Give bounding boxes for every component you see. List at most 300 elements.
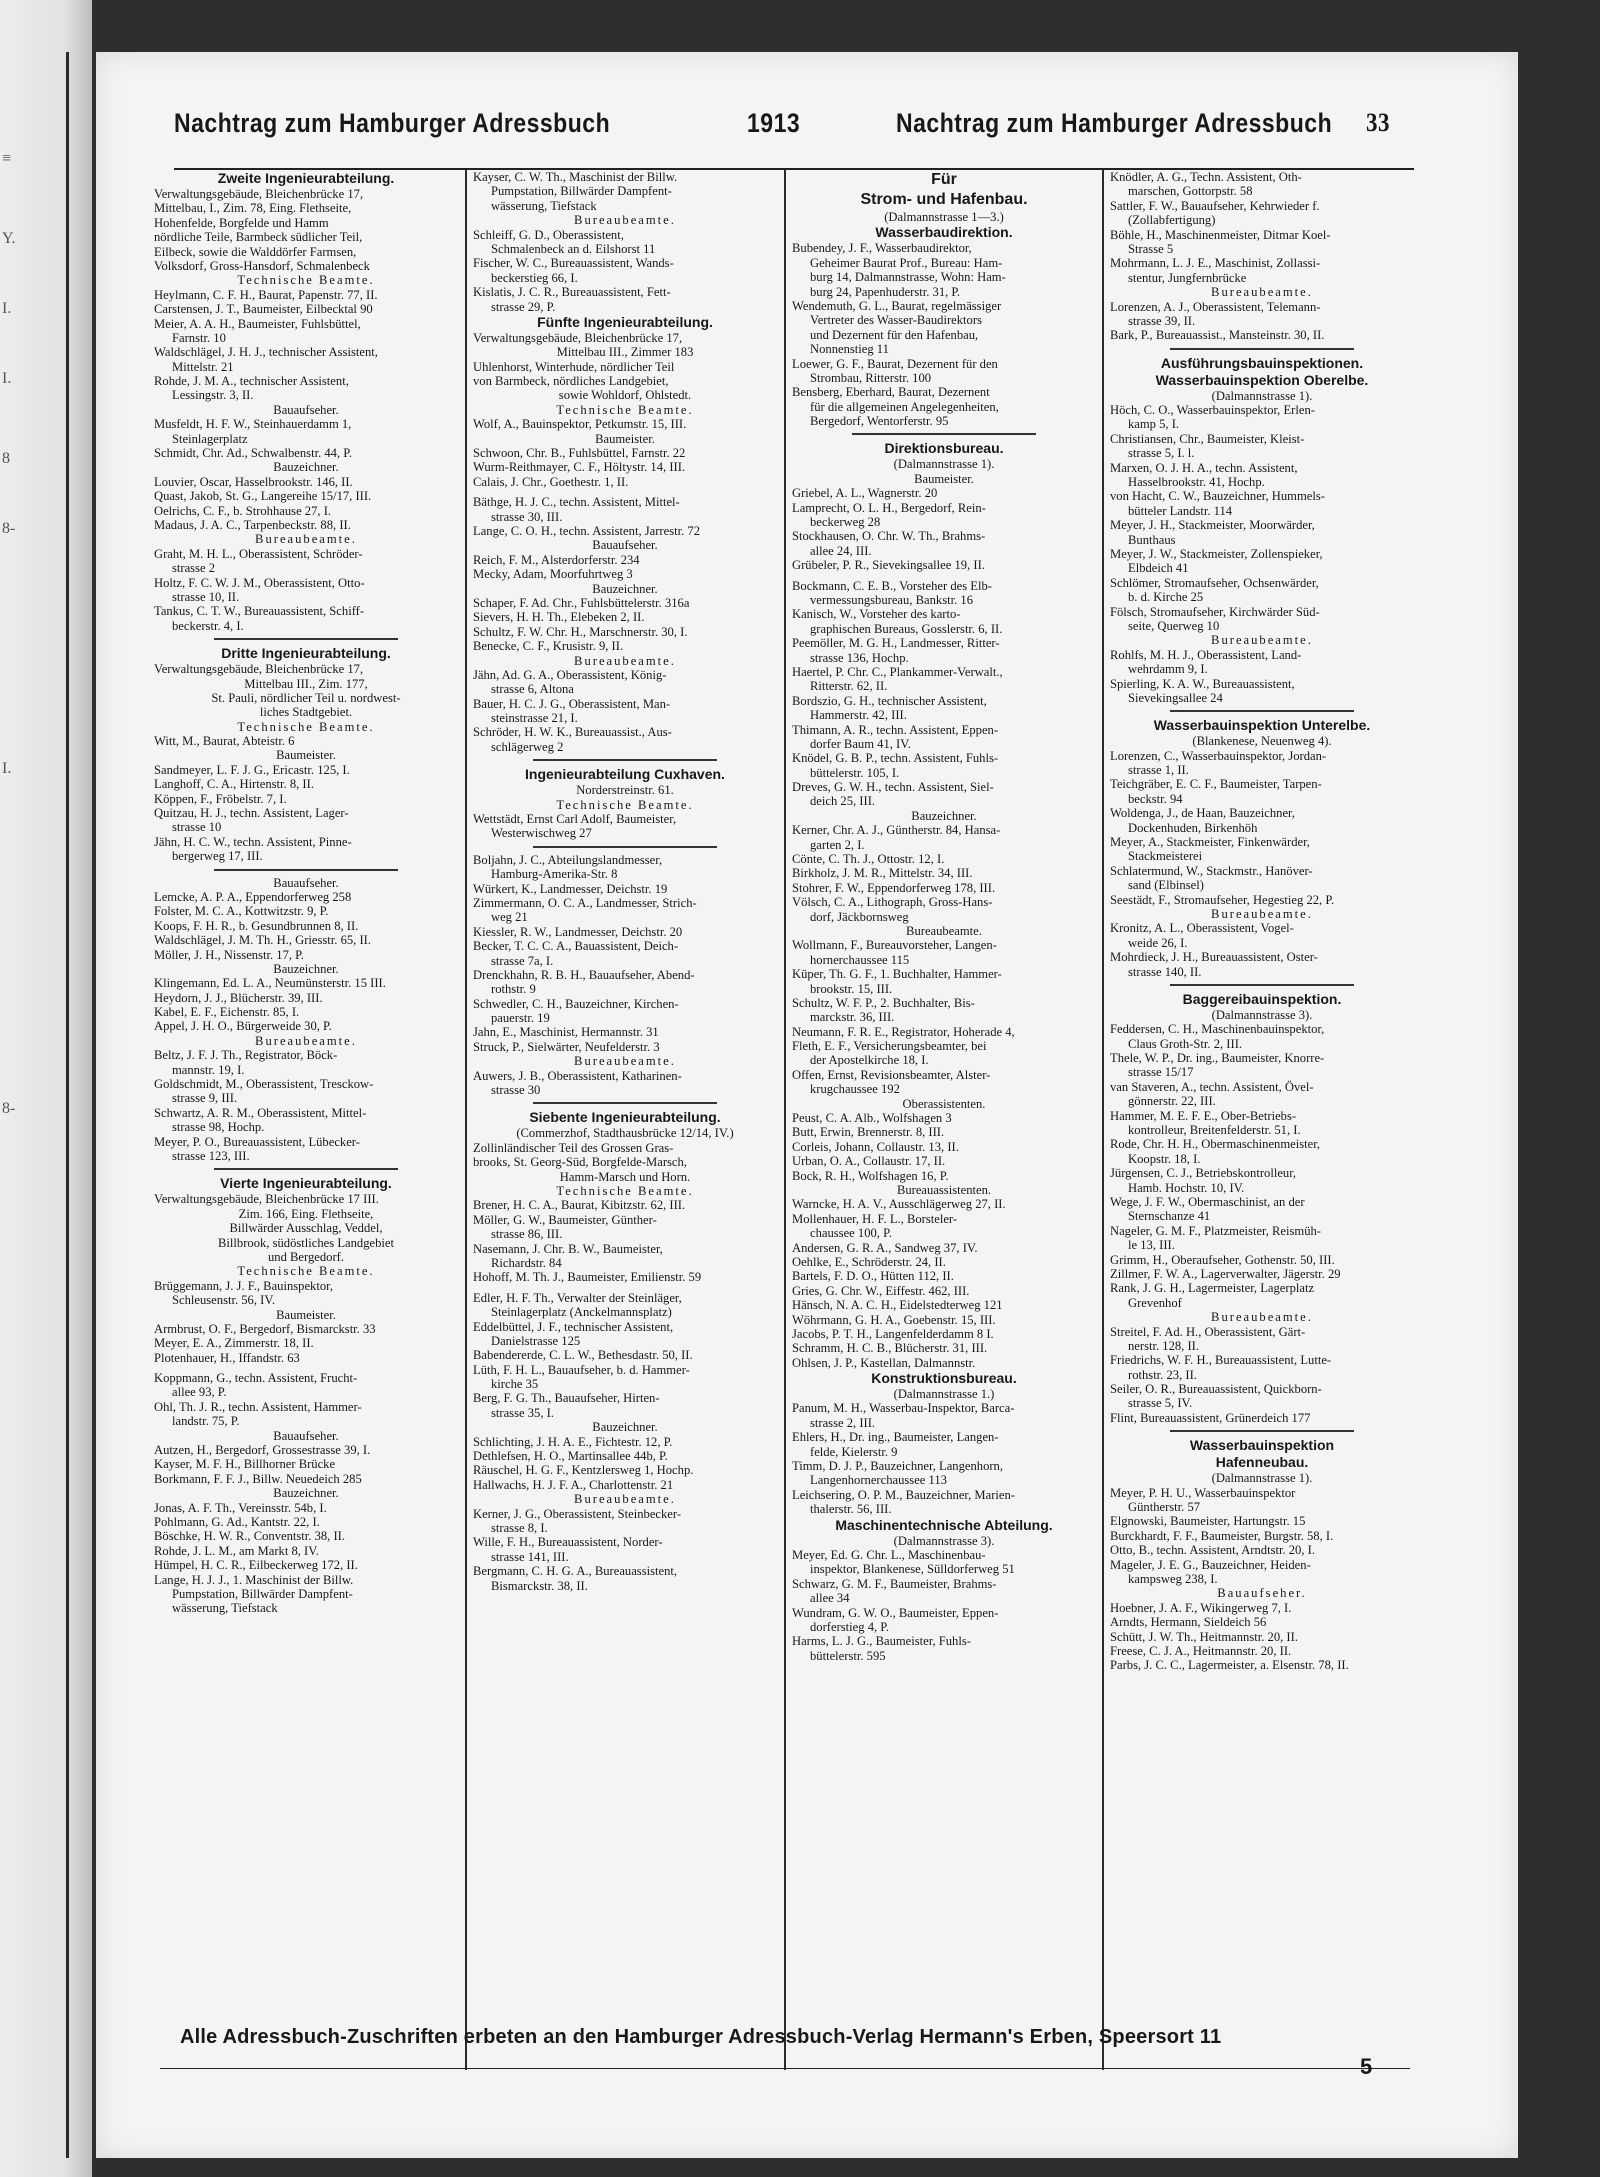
entry-line: Babendererde, C. L. W., Bethesdastr. 50, II. <box>473 1348 693 1363</box>
entry-line: Sattler, F. W., Bauaufseher, Kehrwieder f. <box>1110 198 1320 213</box>
entry-continuation: kampsweg 238, I. <box>1128 1571 1218 1586</box>
entry-continuation: rothstr. 9 <box>491 982 536 997</box>
entry-line: Timm, D. J. P., Bauzeichner, Langenhorn, <box>792 1459 1003 1474</box>
margin-mark: 8- <box>2 1100 16 1117</box>
subheading: Zim. 166, Eing. Flethseite, <box>238 1206 374 1221</box>
entry-line: Friedrichs, W. F. H., Bureauassistent, Lutte- <box>1110 1353 1332 1368</box>
entry-continuation: strasse 1, II. <box>1128 763 1189 778</box>
entry-line: Schwartz, A. R. M., Oberassistent, Mittel- <box>154 1105 367 1120</box>
entry-line: Fischer, W. C., Bureauassistent, Wands- <box>473 256 674 271</box>
entry-continuation: und Dezernent für den Hafenbau, <box>810 327 979 342</box>
entry-line: Lorenzen, C., Wasserbauinspektor, Jordan- <box>1110 748 1327 763</box>
document-page <box>96 52 1518 2158</box>
entry-line: Wurm-Reithmayer, C. F., Höltystr. 14, III. <box>473 460 686 475</box>
subheading: liches Stadtgebiet. <box>259 705 353 720</box>
entry-line: Bergmann, C. H. G. A., Bureauassistent, <box>473 1564 678 1579</box>
section-heading: Zweite Ingenieurabteilung. <box>217 170 395 186</box>
entry-line: Rohde, J. L. M., am Markt 8, IV. <box>154 1543 319 1558</box>
entry-line: Carstensen, J. T., Baumeister, Eilbecktal 90 <box>154 302 373 317</box>
entry-continuation: strasse 136, Hochp. <box>810 650 909 665</box>
entry-line: Wille, F. H., Bureauassistent, Norder- <box>473 1535 663 1550</box>
entry-line: Corleis, Johann, Collaustr. 13, II. <box>792 1139 959 1154</box>
entry-line: Meyer, Ed. G. Chr. L., Maschinenbau- <box>792 1547 986 1562</box>
text-column-3 <box>792 170 1096 1663</box>
entry-continuation: Geheimer Baurat Prof., Bureau: Ham- <box>810 255 1003 270</box>
subheading: Baumeister. <box>276 1307 336 1322</box>
subheading: (Dalmannstrasse 3). <box>893 1533 995 1548</box>
entry-continuation: Hammerstr. 42, III. <box>810 708 907 723</box>
entry-line: Witt, M., Baurat, Abteistr. 6 <box>154 734 295 749</box>
entry-continuation: der Apostelkirche 18, I. <box>810 1053 929 1068</box>
entry-continuation: Pumpstation, Billwärder Dampfent- <box>491 184 672 199</box>
entry-line: Thimann, A. R., techn. Assistent, Eppen- <box>792 722 999 737</box>
entry-continuation: Stackmeisterei <box>1128 849 1203 864</box>
entry-line: Schmidt, Chr. Ad., Schwalbenstr. 44, P. <box>154 446 353 461</box>
entry-line: Rohde, J. M. A., technischer Assistent, <box>154 374 349 389</box>
margin-mark: 8- <box>2 520 16 537</box>
section-label: Technische Beamte. <box>237 1264 375 1279</box>
separator-rule <box>1170 984 1354 986</box>
entry-line: Spierling, K. A. W., Bureauassistent, <box>1110 676 1295 691</box>
entry-continuation: strasse 29, P. <box>491 299 556 314</box>
entry-line: Schwarz, G. M. F., Baumeister, Brahms- <box>792 1576 997 1591</box>
entry-line: Burckhardt, F. F., Baumeister, Burgstr. 58, I. <box>1110 1528 1334 1543</box>
subheading: (Dalmannstrasse 1.) <box>893 1387 995 1402</box>
entry-line: Kerner, J. G., Oberassistent, Steinbecker- <box>473 1506 682 1521</box>
header-left-title: Nachtrag zum Hamburger Adressbuch <box>174 107 611 138</box>
entry-line: Grimm, H., Oberaufseher, Gothenstr. 50, III. <box>1110 1252 1335 1267</box>
entry-line: Klingemann, Ed. L. A., Neumünsterstr. 15 III. <box>154 976 386 991</box>
entry-line: Gries, G. Chr. W., Eiffestr. 462, III. <box>792 1283 970 1298</box>
entry-continuation: beckerweg 28 <box>810 515 881 530</box>
entry-line: Brener, H. C. A., Baurat, Kibitzstr. 62, III. <box>473 1198 686 1213</box>
entry-line: Jähn, Ad. G. A., Oberassistent, König- <box>473 667 667 682</box>
entry-continuation: strasse 2, III. <box>810 1415 876 1430</box>
entry-continuation: graphischen Bureaus, Gosslerstr. 6, II. <box>810 621 1003 636</box>
margin-mark: ≡ <box>2 150 12 167</box>
entry-line: Zillmer, F. W. A., Lagerverwalter, Jägerstr. 29 <box>1110 1266 1341 1281</box>
entry-line: Eddelbüttel, J. F., technischer Assistent, <box>473 1319 674 1334</box>
entry-continuation: Steinlagerplatz (Anckelmannsplatz) <box>491 1305 672 1320</box>
entry-line: Schütt, J. W. Th., Heitmannstr. 20, II. <box>1110 1629 1298 1644</box>
entry-line: Grübeler, P. R., Sievekingsallee 19, II. <box>792 558 985 573</box>
page-number: 33 <box>1366 108 1390 137</box>
entry-continuation: inspektor, Blankenese, Sülldorferweg 51 <box>810 1562 1015 1577</box>
entry-line: Schwedler, C. H., Bauzeichner, Kirchen- <box>473 996 679 1011</box>
entry-line: Heydorn, J. J., Blücherstr. 39, III. <box>154 990 323 1005</box>
entry-line: Lorenzen, A. J., Oberassistent, Telemann- <box>1110 299 1321 314</box>
entry-line: Parbs, J. C. C., Lagermeister, a. Elsenstr. 78, II. <box>1110 1658 1349 1673</box>
entry-continuation: Schleusenstr. 56, IV. <box>172 1293 275 1308</box>
entry-line: Quitzau, H. J., techn. Assistent, Lager- <box>154 806 349 821</box>
entry-line: van Staveren, A., techn. Assistent, Övel- <box>1110 1079 1314 1094</box>
section-label: Bureaubeamte. <box>255 532 357 547</box>
entry-line: Küper, Th. G. F., 1. Buchhalter, Hammer- <box>792 967 1002 982</box>
subheading: sowie Wohldorf, Ohlstedt. <box>558 388 692 403</box>
entry-continuation: strasse 9, III. <box>172 1091 238 1106</box>
subheading: (Dalmannstrasse 1). <box>893 457 995 472</box>
entry-line: Lemcke, A. P. A., Eppendorferweg 258 <box>154 889 352 904</box>
entry-line: Völsch, C. A., Lithograph, Gross-Hans- <box>792 895 993 910</box>
entry-line: Mohrmann, L. J. E., Maschinist, Zollassi- <box>1110 256 1321 271</box>
entry-line: Kislatis, J. C. R., Bureauassistent, Fett- <box>473 285 671 300</box>
section-label: Technische Beamte. <box>556 1184 694 1198</box>
entry-continuation: allee 24, III. <box>810 543 872 558</box>
entry-line: Seiler, O. R., Bureauassistent, Quickborn- <box>1110 1382 1322 1397</box>
entry-line: Wöhrmann, G. H. A., Goebenstr. 15, III. <box>792 1312 996 1327</box>
entry-continuation: Hamburg-Amerika-Str. 8 <box>491 867 618 882</box>
entry-continuation: strasse 6, Altona <box>491 682 574 697</box>
entry-line: Graht, M. H. L., Oberassistent, Schröder- <box>154 546 363 561</box>
entry-line: Oelrichs, C. F., b. Strohhause 27, I. <box>154 503 332 518</box>
entry-line: Hümpel, H. C. R., Eilbeckerweg 172, II. <box>154 1558 358 1573</box>
section-heading: Hafenneubau. <box>1215 1454 1309 1471</box>
entry-line: Freese, C. J. A., Heitmannstr. 20, II. <box>1110 1643 1292 1658</box>
entry-line: Nageler, G. M. F., Platzmeister, Reismüh- <box>1110 1223 1321 1238</box>
entry-continuation: felde, Kielerstr. 9 <box>810 1444 898 1459</box>
text-column-2 <box>473 170 777 1593</box>
entry-continuation: strasse 86, III. <box>491 1227 563 1242</box>
entry-continuation: chaussee 100, P. <box>810 1226 892 1241</box>
entry-line: nördliche Teile, Barmbeck südlicher Teil, <box>154 230 363 245</box>
entry-line: Flint, Bureauassistent, Grünerdeich 177 <box>1110 1410 1311 1425</box>
subheading: Norderstreinstr. 61. <box>576 783 674 798</box>
entry-line: Bubendey, J. F., Wasserbaudirektor, <box>792 241 972 256</box>
entry-continuation: allee 34 <box>810 1591 850 1606</box>
entry-line: Mollenhauer, H. F. L., Borsteler- <box>792 1211 958 1226</box>
section-heading: Wasserbaudirektion. <box>875 224 1013 241</box>
entry-line: von Hacht, C. W., Bauzeichner, Hummels- <box>1110 489 1325 504</box>
entry-line: Becker, T. C. C. A., Bauassistent, Deich- <box>473 939 679 954</box>
entry-line: Jahn, E., Maschinist, Hermannstr. 31 <box>473 1025 659 1040</box>
subheading: Mittelbau III., Zimmer 183 <box>556 345 694 360</box>
entry-line: Peemöller, M. G. H., Landmesser, Ritter- <box>792 636 1000 651</box>
entry-continuation: Nonnenstieg 11 <box>810 342 889 357</box>
section-heading: Ingenieurabteilung Cuxhaven. <box>525 766 725 783</box>
entry-continuation: schlägerweg 2 <box>491 739 564 754</box>
separator-rule <box>533 846 717 848</box>
subheading: Bauzeichner. <box>592 1420 658 1435</box>
entry-line: Rode, Chr. H. H., Obermaschinenmeister, <box>1110 1137 1321 1152</box>
entry-line: Sandmeyer, L. F. J. G., Ericastr. 125, I. <box>154 762 350 777</box>
entry-line: Mageler, J. E. G., Bauzeichner, Heiden- <box>1110 1557 1311 1572</box>
entry-line: Folster, M. C. A., Kottwitzstr. 9, P. <box>154 904 329 919</box>
subheading: Mittelbau III., Zim. 177, <box>244 676 368 691</box>
entry-continuation: Pumpstation, Billwärder Dampfent- <box>172 1586 353 1601</box>
entry-line: Musfeldt, H. F. W., Steinhauerdamm 1, <box>154 417 352 432</box>
entry-line: Hoebner, J. A. F., Wikingerweg 7, I. <box>1110 1600 1292 1615</box>
entry-line: Hammer, M. E. F. E., Ober-Betriebs- <box>1110 1108 1297 1123</box>
entry-line: Fleth, E. F., Versicherungsbeamter, bei <box>792 1039 987 1054</box>
subheading: Bauzeichner. <box>273 961 339 976</box>
entry-line: Bock, R. H., Wolfshagen 16, P. <box>792 1168 949 1183</box>
entry-line: Möller, G. W., Baumeister, Günther- <box>473 1212 657 1227</box>
entry-continuation: strasse 30 <box>491 1083 541 1098</box>
adjacent-page-edge <box>0 0 92 2177</box>
entry-line: Schultz, F. W. Chr. H., Marschnerstr. 30, I. <box>473 624 688 639</box>
subheading: Bureaubeamte. <box>906 923 982 938</box>
entry-line: Warncke, H. A. V., Ausschlägerweg 27, II. <box>792 1197 1006 1212</box>
entry-line: Knödler, A. G., Techn. Assistent, Oth- <box>1110 170 1302 184</box>
section-label: Bureaubeamte. <box>1211 1310 1313 1325</box>
entry-line: Lange, C. O. H., techn. Assistent, Jarrestr. 72 <box>473 523 701 538</box>
entry-line: Woldenga, J., de Haan, Bauzeichner, <box>1110 806 1295 821</box>
entry-continuation: marckstr. 36, III. <box>810 1010 895 1025</box>
entry-continuation: thalerstr. 56, III. <box>810 1502 892 1517</box>
entry-continuation: strasse 141, III. <box>491 1549 569 1564</box>
section-heading: Siebente Ingenieurabteilung. <box>529 1109 721 1126</box>
entry-line: Tankus, C. T. W., Bureauassistent, Schiff- <box>154 604 365 619</box>
entry-continuation: Dockenhuden, Birkenhöh <box>1128 820 1258 835</box>
section-label: Technische Beamte. <box>556 402 694 417</box>
entry-line: Kiessler, R. W., Landmesser, Deichstr. 20 <box>473 924 683 939</box>
entry-continuation: dorf, Jäckbornsweg <box>810 909 909 924</box>
entry-line: Dreves, G. W. H., techn. Assistent, Siel- <box>792 780 994 795</box>
entry-line: Elgnowski, Baumeister, Hartungstr. 15 <box>1110 1514 1306 1529</box>
footer-notice: Alle Adressbuch-Zuschriften erbeten an den Hamburger Adressbuch-Verlag Hermann's Erben, Speersort 11 <box>180 2026 1222 2048</box>
entry-continuation: Schmalenbeck an d. Eilshorst 11 <box>491 241 656 256</box>
entry-line: Urban, O. A., Collaustr. 17, II. <box>792 1154 946 1169</box>
entry-continuation: Sternschanze 41 <box>1128 1209 1211 1224</box>
entry-line: Calais, J. Chr., Goethestr. 1, II. <box>473 474 629 489</box>
subheading: Bauzeichner. <box>592 581 658 596</box>
subheading: (Dalmannstrasse 1—3.) <box>884 210 1004 224</box>
entry-line: Boljahn, J. C., Abteilungslandmesser, <box>473 852 663 867</box>
entry-continuation: b. d. Kirche 25 <box>1128 590 1204 605</box>
entry-line: Hallwachs, H. J. F. A., Charlottenstr. 21 <box>473 1477 674 1492</box>
section-label: Technische Beamte. <box>237 719 375 734</box>
entry-line: Struck, P., Sielwärter, Neufelderstr. 3 <box>473 1039 660 1054</box>
entry-line: Kanisch, W., Vorsteher des karto- <box>792 607 961 622</box>
entry-continuation: strasse 8, I. <box>491 1520 548 1535</box>
entry-continuation: pauerstr. 19 <box>491 1011 550 1026</box>
entry-line: Edler, H. F. Th., Verwalter der Steinläger, <box>473 1290 682 1305</box>
subheading: Bureauassistenten. <box>896 1183 992 1197</box>
entry-line: Kronitz, A. L., Oberassistent, Vogel- <box>1110 921 1294 936</box>
section-label: Bureaubeamte. <box>574 653 676 668</box>
entry-line: Knödel, G. B. P., techn. Assistent, Fuhls- <box>792 751 999 766</box>
section-label: Bureaubeamte. <box>574 1492 676 1507</box>
entry-continuation: Strasse 5 <box>1128 241 1174 256</box>
subheading: Baumeister. <box>276 748 336 763</box>
entry-line: Meyer, P. O., Bureauassistent, Lübecker- <box>154 1134 360 1149</box>
entry-continuation: burg 14, Dalmannstrasse, Wohn: Ham- <box>810 270 1006 285</box>
entry-line: Schröder, H. W. K., Bureauassist., Aus- <box>473 725 672 740</box>
separator-rule <box>1170 710 1354 712</box>
margin-mark: I. <box>2 760 12 777</box>
entry-continuation: stentur, Jungfernbrücke <box>1128 270 1247 285</box>
entry-line: Bark, P., Bureauassist., Mansteinstr. 30, II. <box>1110 328 1325 343</box>
entry-continuation: (Zollabfertigung) <box>1128 213 1216 228</box>
entry-continuation: Steinlagerplatz <box>172 431 248 446</box>
entry-continuation: Güntherstr. 57 <box>1128 1500 1201 1515</box>
entry-line: Nasemann, J. Chr. B. W., Baumeister, <box>473 1241 663 1256</box>
entry-line: Koppmann, G., techn. Assistent, Frucht- <box>154 1371 358 1386</box>
entry-continuation: büttelerstr. 105, I. <box>810 765 900 780</box>
entry-continuation: beckerstieg 66, I. <box>491 270 578 285</box>
entry-continuation: für die allgemeinen Angelegenheiten, <box>810 399 999 414</box>
entry-line: Schultz, W. F. P., 2. Buchhalter, Bis- <box>792 995 975 1010</box>
entry-line: Schleiff, G. D., Oberassistent, <box>473 227 624 242</box>
entry-continuation: Bismarckstr. 38, II. <box>491 1578 588 1593</box>
entry-line: Hänsch, N. A. C. H., Eidelstedterweg 121 <box>792 1298 1003 1313</box>
entry-line: Loewer, G. F., Baurat, Dezernent für den <box>792 356 998 371</box>
entry-continuation: Sievekingsallee 24 <box>1128 690 1223 705</box>
entry-line: Fölsch, Stromaufseher, Kirchwärder Süd- <box>1110 604 1320 619</box>
section-label: Bureaubeamte. <box>574 1054 676 1069</box>
entry-line: Hohenfelde, Borgfelde und Hamm <box>154 215 329 230</box>
entry-line: Wundram, G. W. O., Baumeister, Eppen- <box>792 1605 999 1620</box>
entry-line: Meyer, P. H. U., Wasserbauinspektor <box>1110 1485 1296 1500</box>
section-label: Bureaubeamte. <box>255 1033 357 1048</box>
entry-continuation: weg 21 <box>491 910 528 925</box>
entry-continuation: kamp 5, I. <box>1128 417 1180 432</box>
section-heading: Wasserbauinspektion <box>1189 1437 1335 1454</box>
entry-continuation: Hasselbrookstr. 41, Hochp. <box>1128 475 1265 490</box>
entry-line: Auwers, J. B., Oberassistent, Katharinen- <box>473 1068 682 1083</box>
subheading: St. Pauli, nördlicher Teil u. nordwest- <box>211 690 401 705</box>
entry-line: Ohl, Th. J. R., techn. Assistent, Hammer- <box>154 1399 362 1414</box>
entry-continuation: Strombau, Ritterstr. 100 <box>810 370 932 385</box>
entry-line: Butt, Erwin, Brennerstr. 8, III. <box>792 1125 945 1140</box>
entry-continuation: steinstrasse 21, I. <box>491 711 578 726</box>
entry-continuation: strasse 5, I. l. <box>1128 446 1195 461</box>
entry-line: Thele, W. P., Dr. ing., Baumeister, Knorre- <box>1110 1051 1325 1066</box>
entry-line: Holtz, F. C. W. J. M., Oberassistent, Otto- <box>154 575 365 590</box>
subheading: Bauaufseher. <box>273 402 339 417</box>
entry-line: Panum, M. H., Wasserbau-Inspektor, Barca- <box>792 1401 1015 1416</box>
entry-line: Marxen, O. J. H. A., techn. Assistent, <box>1110 460 1298 475</box>
entry-continuation: kontrolleur, Breitenfelderstr. 51, I. <box>1128 1123 1301 1138</box>
entry-line: Wege, J. F. W., Obermaschinist, an der <box>1110 1195 1305 1209</box>
entry-continuation: strasse 10 <box>172 820 222 835</box>
entry-line: Meyer, E. A., Zimmerstr. 18, II. <box>154 1336 314 1351</box>
entry-continuation: Grevenhof <box>1128 1295 1182 1310</box>
entry-continuation: Vertreter des Wasser-Baudirektors <box>810 313 982 328</box>
section-label: Technische Beamte. <box>237 273 375 288</box>
entry-continuation: allee 93, P. <box>172 1385 227 1400</box>
entry-continuation: wässerung, Tiefstack <box>172 1601 278 1616</box>
subheading: (Blankenese, Neuenweg 4). <box>1192 734 1332 749</box>
subheading: Baumeister. <box>595 431 655 446</box>
entry-line: Bäthge, H. J. C., techn. Assistent, Mittel- <box>473 495 680 510</box>
separator-rule <box>852 433 1036 435</box>
entry-continuation: strasse 140, II. <box>1128 964 1202 979</box>
entry-line: Birkholz, J. M. R., Mittelstr. 34, III. <box>792 866 973 881</box>
entry-continuation: strasse 10, II. <box>172 589 240 604</box>
entry-line: Griebel, A. L., Wagnerstr. 20 <box>792 486 938 501</box>
entry-line: Verwaltungsgebäude, Bleichenbrücke 17, <box>473 330 683 345</box>
entry-line: Heylmann, C. F. H., Baurat, Papenstr. 77, II. <box>154 287 378 302</box>
entry-line: Kabel, E. F., Eichenstr. 85, I. <box>154 1005 300 1020</box>
separator-rule <box>214 638 398 640</box>
entry-continuation: landstr. 75, P. <box>172 1414 240 1429</box>
column-divider-1 <box>465 170 467 2070</box>
entry-line: Andersen, G. R. A., Sandweg 37, IV. <box>792 1240 978 1255</box>
entry-continuation: strasse 98, Hochp. <box>172 1120 265 1135</box>
entry-continuation: Ritterstr. 62, II. <box>810 679 888 694</box>
section-heading: Ausführungsbauinspektionen. <box>1160 354 1364 371</box>
entry-line: Sievers, H. H. Th., Elebeken 2, II. <box>473 610 645 625</box>
entry-line: Schaper, F. Ad. Chr., Fuhlsbüttelerstr. 316a <box>473 595 690 610</box>
entry-line: Zimmermann, O. C. A., Landmesser, Strich- <box>473 895 697 910</box>
entry-line: Stohrer, F. W., Eppendorferweg 178, III. <box>792 880 996 895</box>
entry-line: Reich, F. M., Alsterdorferstr. 234 <box>473 552 640 567</box>
subheading: Bauzeichner. <box>273 460 339 475</box>
section-heading: Dritte Ingenieurabteilung. <box>221 645 391 662</box>
entry-continuation: bütteler Landstr. 114 <box>1128 503 1233 518</box>
entry-line: Bordszio, G. H., technischer Assistent, <box>792 693 987 708</box>
column-divider-2 <box>784 170 786 2070</box>
header-year: 1913 <box>747 107 801 138</box>
column-divider-3 <box>1102 170 1104 2070</box>
entry-continuation: wässerung, Tiefstack <box>491 198 597 213</box>
entry-continuation: weide 26, I. <box>1128 935 1188 950</box>
entry-continuation: dorferstieg 4, P. <box>810 1619 890 1634</box>
entry-continuation: gönnerstr. 22, III. <box>1128 1094 1216 1109</box>
entry-line: Teichgräber, E. C. F., Baumeister, Tarpen- <box>1110 777 1322 792</box>
section-heading: Wasserbauinspektion Unterelbe. <box>1153 717 1371 734</box>
entry-line: Kayser, M. F. H., Billhorner Brücke <box>154 1457 336 1472</box>
entry-line: Schramm, H. C. B., Blücherstr. 31, III. <box>792 1341 988 1356</box>
subheading: (Dalmannstrasse 1). <box>1211 388 1313 403</box>
entry-continuation: wehrdamm 9, I. <box>1128 662 1208 677</box>
entry-line: Jacobs, P. T. H., Langenfelderdamm 8 I. <box>792 1326 994 1341</box>
entry-continuation: Danielstrasse 125 <box>491 1333 581 1348</box>
entry-continuation: hornerchaussee 115 <box>810 952 910 967</box>
section-heading: Maschinentechnische Abteilung. <box>835 1516 1053 1533</box>
entry-line: Mittelbau, I., Zim. 78, Eing. Flethseite, <box>154 201 352 216</box>
entry-line: Meier, A. A. H., Baumeister, Fuhlsbüttel, <box>154 316 361 331</box>
entry-line: Bauer, H. C. J. G., Oberassistent, Man- <box>473 696 671 711</box>
section-heading: Vierte Ingenieurabteilung. <box>220 1175 392 1192</box>
entry-line: Beltz, J. F. J. Th., Registrator, Böck- <box>154 1048 338 1063</box>
entry-line: Meyer, J. H., Stackmeister, Moorwärder, <box>1110 518 1315 533</box>
separator-rule <box>214 869 398 871</box>
entry-line: Wolf, A., Bauinspektor, Petkumstr. 15, III. <box>473 417 687 432</box>
entry-line: Schwoon, Chr. B., Fuhlsbüttel, Farnstr. 22 <box>473 446 686 461</box>
section-heading: Direktionsbureau. <box>884 440 1004 457</box>
entry-continuation: vermessungsbureau, Bankstr. 16 <box>810 592 973 607</box>
section-label: Bureaubeamte. <box>1211 285 1313 300</box>
header-right-title: Nachtrag zum Hamburger Adressbuch <box>896 107 1333 138</box>
entry-line: Jähn, H. C. W., techn. Assistent, Pinne- <box>154 834 352 849</box>
entry-line: Armbrust, O. F., Bergedorf, Bismarckstr. 33 <box>154 1321 376 1336</box>
entry-line: Bartels, F. D. O., Hütten 112, II. <box>792 1269 954 1284</box>
entry-continuation: Claus Groth-Str. 2, III. <box>1128 1036 1243 1051</box>
entry-line: Arndts, Hermann, Sieldeich 56 <box>1110 1615 1267 1630</box>
entry-continuation: sand (Elbinsel) <box>1128 878 1204 893</box>
entry-line: Jonas, A. F. Th., Vereinsstr. 54b, I. <box>154 1500 327 1515</box>
signature-number: 5 <box>1360 2054 1373 2079</box>
text-column-1 <box>154 170 458 1616</box>
subheading: (Dalmannstrasse 3). <box>1211 1007 1313 1022</box>
entry-continuation: strasse 35, I. <box>491 1405 554 1420</box>
entry-line: Lange, H. J. J., 1. Maschinist der Billw. <box>154 1572 354 1587</box>
entry-continuation: strasse 5, IV. <box>1128 1396 1193 1411</box>
entry-line: Berg, F. G. Th., Bauaufseher, Hirten- <box>473 1391 660 1406</box>
entry-line: Offen, Ernst, Revisionsbeamter, Alster- <box>792 1067 991 1082</box>
entry-line: Uhlenhorst, Winterhude, nördlicher Teil <box>473 359 675 374</box>
entry-line: Goldschmidt, M., Oberassistent, Tresckow- <box>154 1077 374 1092</box>
subheading: und Bergedorf. <box>267 1249 344 1264</box>
entry-line: Verwaltungsgebäude, Bleichenbrücke 17, <box>154 187 364 201</box>
entry-line: Mohrdieck, J. H., Bureauassistent, Oster- <box>1110 950 1318 965</box>
entry-line: Kerner, Chr. A. J., Güntherstr. 84, Hansa- <box>792 823 1001 838</box>
entry-line: Hohoff, M. Th. J., Baumeister, Emilienstr. 59 <box>473 1270 702 1285</box>
margin-mark: 8 <box>2 450 10 467</box>
entry-line: Meyer, A., Stackmeister, Finkenwärder, <box>1110 835 1310 850</box>
